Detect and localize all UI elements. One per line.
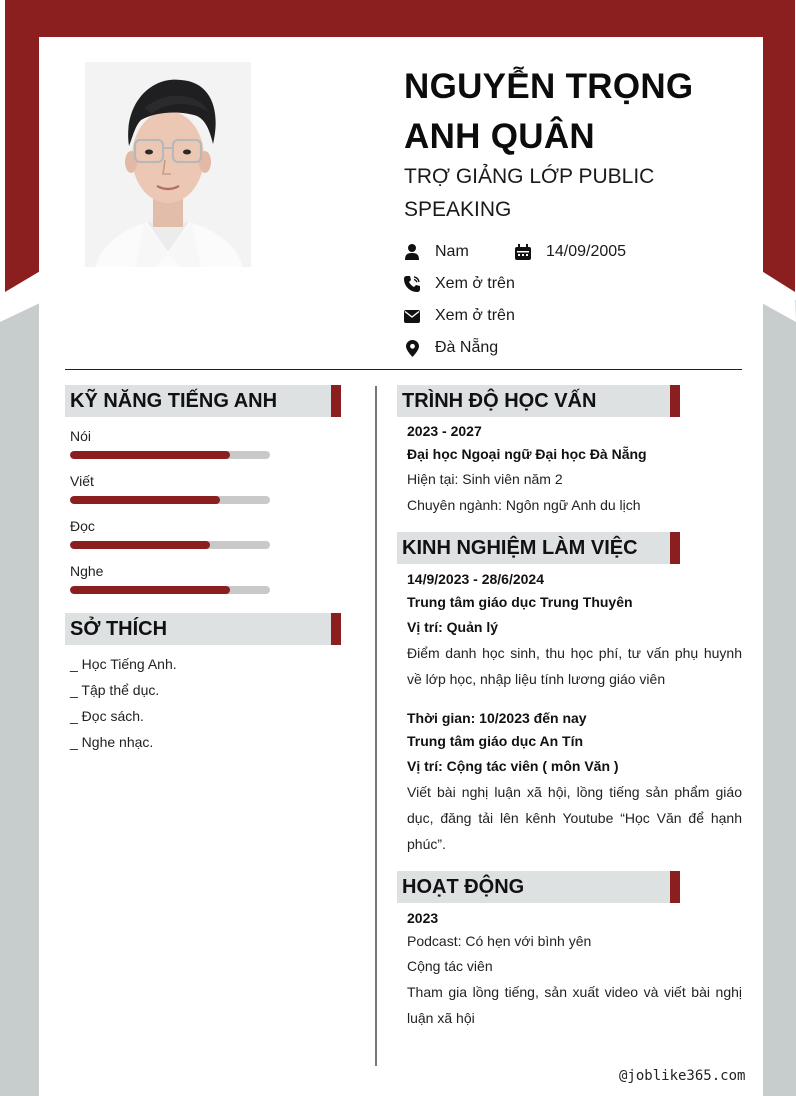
job-description: Điểm danh học sinh, thu học phí, tư vấn phụ huynh về lớp học, nhập liệu tính lương giáo viên xyxy=(407,645,742,687)
section-accent-bar xyxy=(331,613,341,645)
activity-role: Cộng tác viên xyxy=(407,958,493,974)
gender-row xyxy=(404,241,469,263)
section-english-skills xyxy=(65,385,341,417)
phone-value: Xem ở trên xyxy=(435,275,515,292)
map-pin-icon xyxy=(404,340,420,356)
education-major: Chuyên ngành: Ngôn ngữ Anh du lịch xyxy=(407,497,641,513)
location-row xyxy=(404,337,498,359)
job-position: Vị trí: Cộng tác viên ( môn Văn ) xyxy=(407,758,619,774)
background-right-band xyxy=(762,300,796,1096)
skill-label: Nghe xyxy=(70,563,104,579)
job-period: Thời gian: 10/2023 đến nay xyxy=(407,710,587,726)
column-divider xyxy=(375,386,377,1066)
background-left-band xyxy=(0,300,40,1096)
skill-bar-fill xyxy=(70,496,220,504)
full-name: NGUYỄN TRỌNG ANH QUÂN xyxy=(404,67,694,156)
section-title: SỞ THÍCH xyxy=(70,618,168,640)
user-icon xyxy=(404,244,420,260)
education-current: Hiện tại: Sinh viên năm 2 xyxy=(407,471,563,487)
section-hobbies xyxy=(65,613,341,645)
decor-diagonal-left xyxy=(0,270,42,322)
hobby-item: _ Học Tiếng Anh. xyxy=(70,656,177,672)
decor-diagonal-right xyxy=(760,270,796,322)
calendar-icon xyxy=(515,244,531,260)
activity-description: Tham gia lồng tiếng, sản xuất video và viết bài nghị luận xã hội xyxy=(407,984,742,1026)
header-divider xyxy=(65,369,742,370)
background-top-banner xyxy=(5,0,795,38)
section-education xyxy=(397,385,680,417)
skill-bar xyxy=(70,541,270,549)
job-company: Trung tâm giáo dục Trung Thuyên xyxy=(407,594,633,610)
section-accent-bar xyxy=(670,871,680,903)
gender-value: Nam xyxy=(435,243,469,260)
skill-bar xyxy=(70,451,270,459)
education-school: Đại học Ngoại ngữ Đại học Đà Nẵng xyxy=(407,446,647,462)
location-value: Đà Nẵng xyxy=(435,339,499,356)
job-period: 14/9/2023 - 28/6/2024 xyxy=(407,571,545,587)
profile-photo xyxy=(85,62,251,267)
email-value: Xem ở trên xyxy=(435,307,515,324)
phone-row xyxy=(404,273,515,295)
envelope-icon xyxy=(404,308,420,324)
section-accent-bar xyxy=(331,385,341,417)
skill-label: Nói xyxy=(70,428,92,444)
section-experience xyxy=(397,532,680,564)
hobby-item: _ Đọc sách. xyxy=(70,708,144,724)
footer-watermark: @joblike365.com xyxy=(619,1068,746,1084)
email-row xyxy=(404,305,515,327)
birthdate-value: 14/09/2005 xyxy=(546,243,627,260)
section-title: KINH NGHIỆM LÀM VIỆC xyxy=(402,537,638,559)
person-portrait-icon xyxy=(85,62,251,267)
skill-bar xyxy=(70,586,270,594)
hobby-item: _ Nghe nhạc. xyxy=(70,734,154,750)
skill-bar xyxy=(70,496,270,504)
background-right-red xyxy=(763,0,795,292)
section-title: HOẠT ĐỘNG xyxy=(402,876,525,898)
section-title: TRÌNH ĐỘ HỌC VẤN xyxy=(402,390,597,412)
section-title: KỸ NĂNG TIẾNG ANH xyxy=(70,390,278,412)
job-title: TRỢ GIẢNG LỚP PUBLIC SPEAKING xyxy=(404,165,655,221)
birthdate-row xyxy=(515,241,626,263)
skill-label: Đọc xyxy=(70,518,95,534)
job-company: Trung tâm giáo dục An Tín xyxy=(407,733,584,749)
activity-podcast: Podcast: Có hẹn với bình yên xyxy=(407,933,592,949)
activity-year: 2023 xyxy=(407,910,439,926)
section-accent-bar xyxy=(670,385,680,417)
phone-icon xyxy=(404,276,420,292)
background-left-red xyxy=(5,0,39,292)
skill-bar-fill xyxy=(70,451,230,459)
skill-bar-fill xyxy=(70,586,230,594)
section-accent-bar xyxy=(670,532,680,564)
hobby-item: _ Tập thể dục. xyxy=(70,682,160,698)
job-position: Vị trí: Quản lý xyxy=(407,619,499,635)
skill-bar-fill xyxy=(70,541,210,549)
job-description: Viết bài nghị luận xã hội, lồng tiếng sản phẩm giáo dục, đăng tải lên kênh Youtube “Học Văn để hạnh phúc”. xyxy=(407,784,742,852)
education-period: 2023 - 2027 xyxy=(407,423,482,439)
section-activities xyxy=(397,871,680,903)
skill-label: Viết xyxy=(70,473,94,489)
